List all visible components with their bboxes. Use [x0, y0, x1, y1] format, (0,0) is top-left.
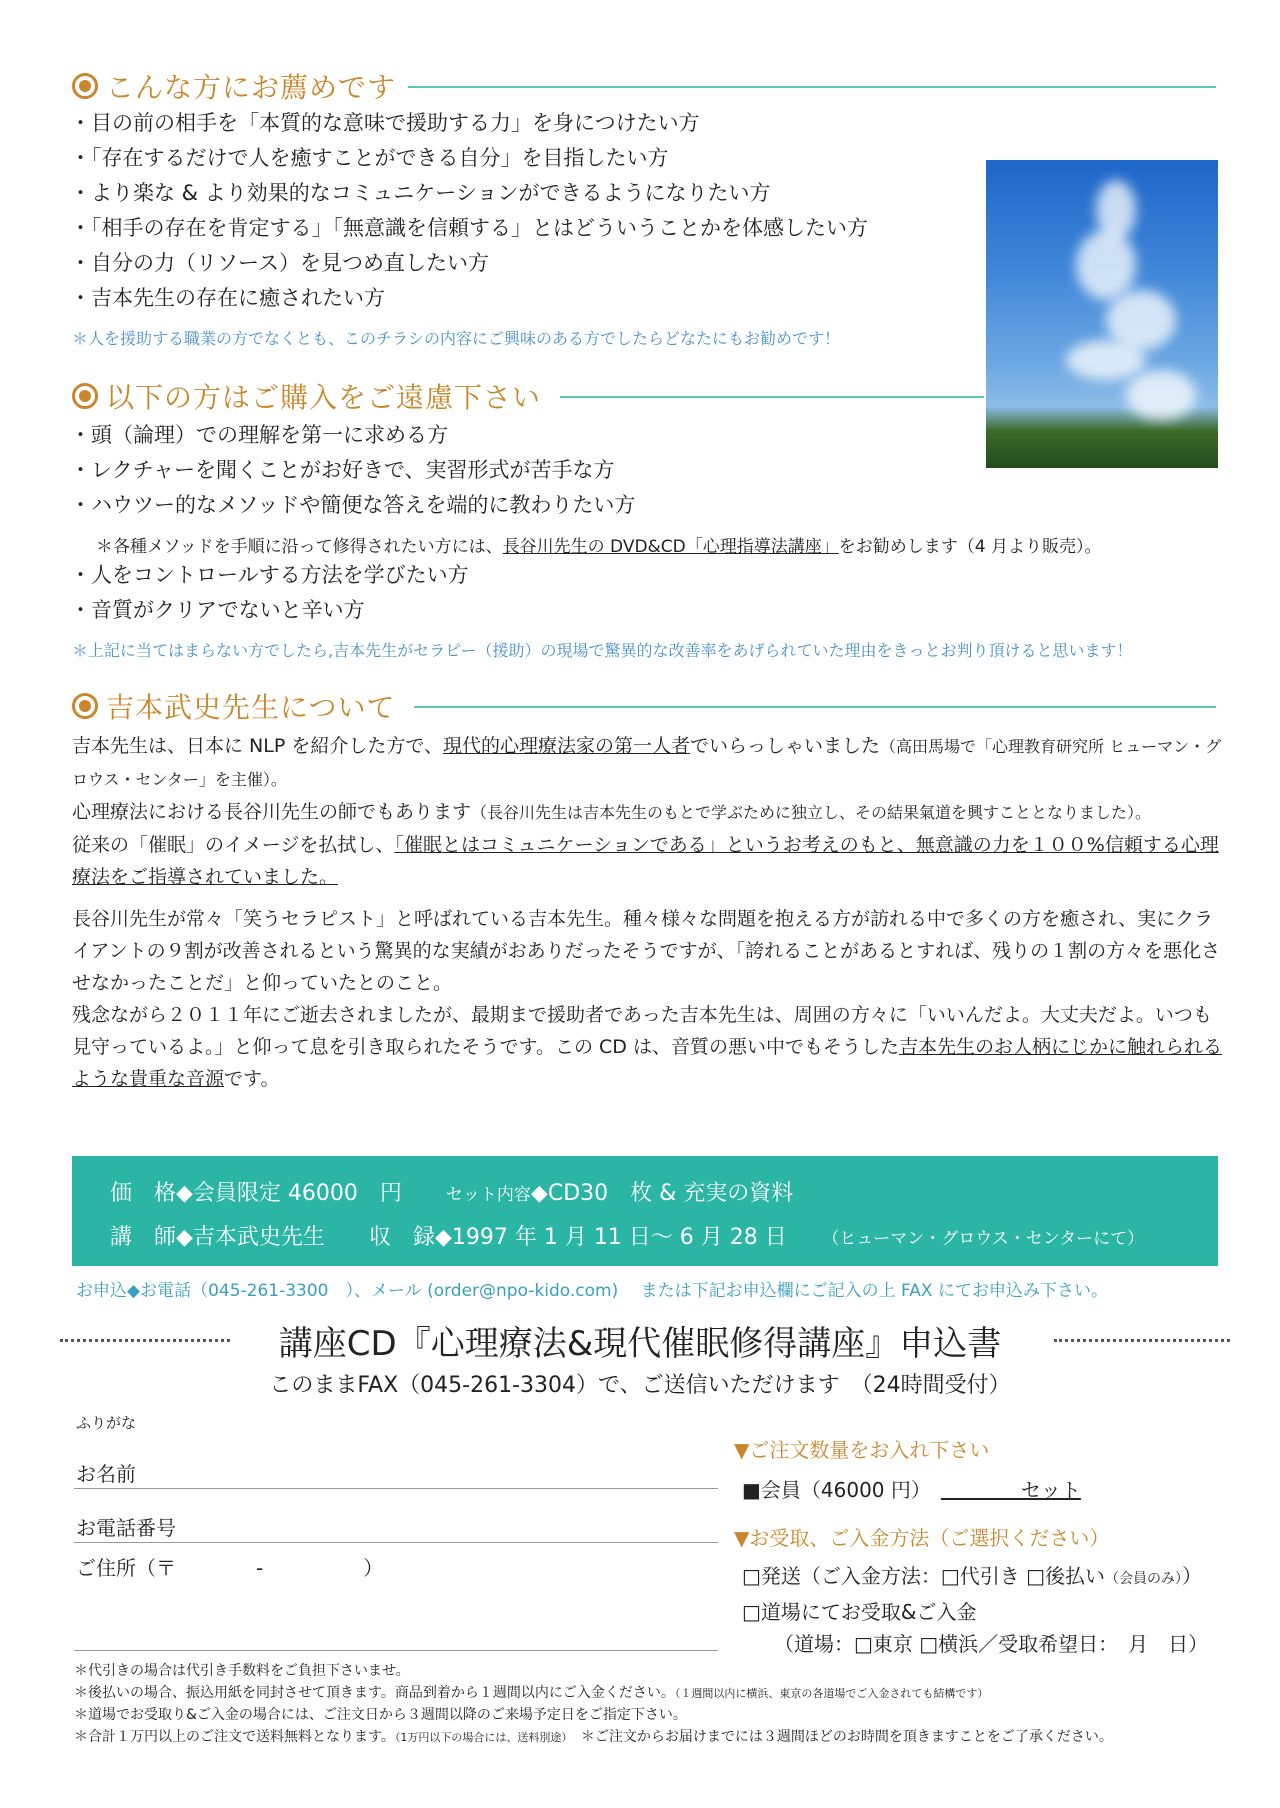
bio-paragraph: 従来の「催眠」のイメージを払拭し、「催眠とはコミュニケーションである」というお考えのもと、無意識の力を１００%信頼する心理療法をご指導されていました。: [72, 834, 1219, 888]
section-heading-recommend: [72, 68, 396, 104]
heading-rule: [408, 86, 1216, 88]
list-item: ・ 目の前の相手を「本質的な意味で援助する力」を身につけたい方: [70, 106, 868, 141]
decline-list-b: [70, 558, 469, 628]
list-item: ・ より楽な & より効果的なコミュニケーションができるようになりたい方: [70, 176, 868, 211]
decline-note: ＊上記に当てはまらない方でしたら,吉本先生がセラピー（援助）の現場で驚異的な改善率をあげられていた理由をきっとお判り頂けると思います！: [72, 641, 1133, 660]
footnote: ＊合計１万円以上のご注文で送料無料となります。（1万円以下の場合には、送料別途） ＊ご注文からお届けまでには３週間ほどのお時間を頂きますことをご了承ください。: [74, 1729, 1113, 1745]
heading-rule: [560, 396, 984, 398]
address-field[interactable]: [74, 1650, 718, 1651]
list-item: ・ レクチャーを聞くことがお好きで、実習形式が苦手な方: [70, 453, 635, 488]
circle-bullet-icon: [72, 73, 98, 99]
price-info-box: [72, 1156, 1218, 1266]
list-item: ・ ハウツー的なメソッドや簡便な答えを端的に教わりたい方: [70, 488, 635, 523]
bio-paragraph: 残念ながら２０１１年にご逝去されましたが、最期まで援助者であった吉本先生は、周囲の方々に「いいんだよ。大丈夫だよ。いつも見守っているよ。」と仰って息を引き取られたそうです。この CD は、音質の悪い中でもそうした吉本先生のお人柄にじかに触れられるような貴重な音源です。: [72, 1004, 1222, 1090]
bio-paragraph: 心理療法における長谷川先生の師でもあります（長谷川先生は吉本先生のもとで学ぶために独立し、その結果氣道を興すこととなりました）。: [72, 801, 1152, 823]
method-subnote: ＊各種メソッドを手順に沿って修得されたい方には、長谷川先生の DVD&CD「心理指導法講座」をお勧めします（4 月より販売）。: [96, 537, 1102, 557]
list-item: ・ 頭（論理）での理解を第一に求める方: [70, 418, 635, 453]
section-heading-decline: [72, 378, 541, 414]
form-title: 講座CD『心理療法&現代催眠修得講座』申込書: [278, 1324, 1002, 1364]
section-title: 吉本武史先生について: [106, 691, 396, 724]
list-item: ・ 「存在するだけで人を癒すことができる自分」を目指したい方: [70, 141, 868, 176]
list-item: ・ 吉本先生の存在に癒されたい方: [70, 281, 868, 316]
ship-option[interactable]: □発送（ご入金方法：□代引き □後払い（会員のみ））: [742, 1564, 1203, 1588]
member-order-row[interactable]: ■会員（46000 円） セット: [742, 1478, 1081, 1502]
dotted-divider: [1054, 1339, 1230, 1342]
decline-list-a: [70, 418, 635, 523]
list-item: ・ 自分の力（リソース）を見つめ直したい方: [70, 246, 868, 281]
section-title: こんな方にお薦めです: [106, 71, 397, 104]
recommend-note: ＊人を援助する職業の方でなくとも、このチラシの内容にご興味のある方でしたらどなたにもお勧めです！: [72, 329, 841, 348]
section-title: 以下の方はご購入をご遠慮下さい: [106, 381, 542, 414]
phone-label: お電話番号: [76, 1516, 176, 1540]
phone-field[interactable]: [74, 1542, 718, 1543]
footnote: ＊後払いの場合、振込用紙を同封させて頂きます。商品到着から１週間以内にご入金ください。（１週間以内に横浜、東京の各道場でご入金されても結構です）: [74, 1685, 989, 1701]
fax-instruction: このままFAX（045-261-3304）で、ご送信いただけます （24時間受付）: [269, 1373, 1011, 1398]
footnote: ＊道場でお受取り&ご入金の場合には、ご注文日から３週間以降のご来場予定日をご指定下さい。: [74, 1707, 687, 1723]
list-item: ・ 「相手の存在を肯定する」「無意識を信頼する」とはどういうことかを体感したい方: [70, 211, 868, 246]
furigana-label: ふりがな: [76, 1414, 137, 1432]
dojo-detail[interactable]: （道場：□東京 □横浜／受取希望日： 月 日）: [774, 1632, 1209, 1656]
sky-photo: [986, 160, 1218, 468]
name-field[interactable]: [74, 1488, 718, 1489]
list-item: ・ 人をコントロールする方法を学びたい方: [70, 558, 469, 593]
price-row: 価 格◆会員限定 46000 円 セット内容◆CD30 枚 & 充実の資料: [110, 1181, 794, 1206]
bio-paragraph: 吉本先生は、日本に NLP を紹介した方で、現代的心理療法家の第一人者でいらっしゃいました（高田馬場で「心理教育研究所 ヒューマン・グロウス・センター」を主催）。: [72, 735, 1222, 789]
circle-bullet-icon: [72, 693, 98, 719]
recommend-list: [70, 106, 868, 316]
section-heading-about: [72, 688, 395, 724]
footnote: ＊代引きの場合は代引き手数料をご負担下さいませ。: [74, 1663, 410, 1679]
dojo-pickup-option[interactable]: □道場にてお受取&ご入金: [742, 1600, 977, 1624]
dvd-course-link: 長谷川先生の DVD&CD「心理指導法講座」: [502, 537, 839, 557]
lecturer-row: 講 師◆吉本武史先生 収 録◆1997 年 1 月 11 日〜 6 月 28 日 （ヒューマン・グロウス・センターにて）: [110, 1225, 1145, 1250]
bio-paragraph: 長谷川先生が常々「笑うセラピスト」と呼ばれている吉本先生。種々様々な問題を抱える方が訪れる中で多くの方を癒され、実にクライアントの９割が改善されるという驚異的な実績がおありだったそうですが、「誇れることがあるとすれば、残りの１割の方々を悪化させなかったことだ」と仰っていたとのこと。: [72, 908, 1221, 994]
name-label: お名前: [76, 1462, 136, 1486]
biography: [72, 730, 1222, 1095]
heading-rule: [414, 706, 1216, 708]
set-quantity-field[interactable]: セット: [940, 1478, 1081, 1502]
address-label: ご住所（〒 - ）: [76, 1556, 384, 1580]
list-item: ・ 音質がクリアでないと辛い方: [70, 593, 469, 628]
receive-method-heading: ▼お受取、ご入金方法（ご選択ください）: [734, 1526, 1110, 1550]
order-quantity-heading: ▼ご注文数量をお入れ下さい: [734, 1438, 990, 1462]
apply-info: お申込◆お電話（045-261-3300 ）、メール (order@npo-kido.com) または下記お申込欄にご記入の上 FAX にてお申込み下さい。: [76, 1281, 1108, 1301]
circle-bullet-icon: [72, 383, 98, 409]
